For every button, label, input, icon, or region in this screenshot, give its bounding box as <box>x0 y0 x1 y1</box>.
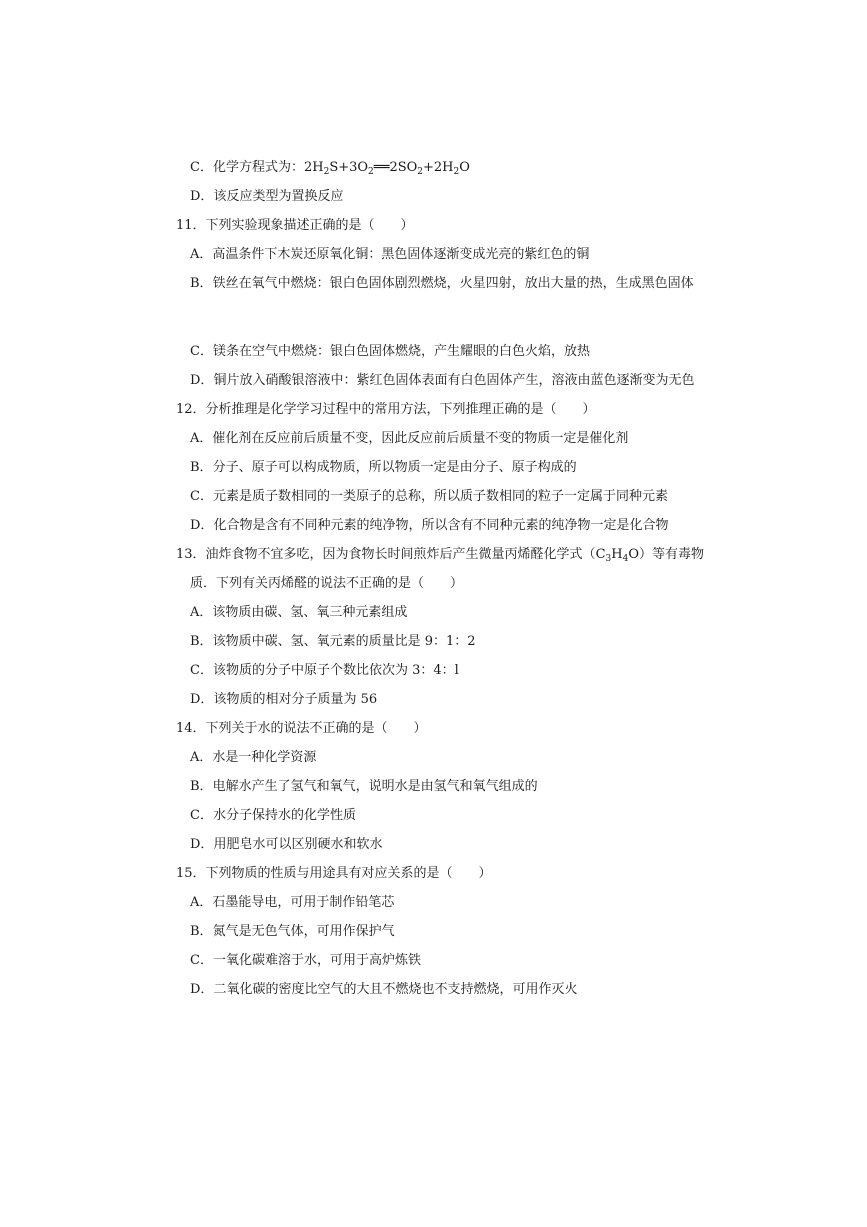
option-text: 元素是质子数相同的一类原子的总称，所以质子数相同的粒子一定属于同种元素 <box>212 489 668 504</box>
question-13 <box>176 547 704 563</box>
option-a-q12 <box>190 431 628 447</box>
option-d-q11 <box>190 373 694 389</box>
question-13-continued <box>190 576 463 592</box>
option-letter: D． <box>190 518 214 533</box>
option-text: 二氧化碳的密度比空气的大且不燃烧也不支持燃烧，可用作灭火 <box>213 982 578 997</box>
option-c-q14 <box>190 808 356 824</box>
option-text: 一氧化碳难溶于水，可用于高炉炼铁 <box>212 953 421 968</box>
question-text: 油炸食物不宜多吃，因为食物长时间煎炸后产生微量丙烯醛化学式（ <box>205 547 596 562</box>
option-letter: A． <box>190 605 213 620</box>
option-letter: A． <box>190 431 213 446</box>
option-letter: B． <box>190 924 213 939</box>
question-12 <box>176 402 596 418</box>
option-text: 镁条在空气中燃烧：银白色固体燃烧，产生耀眼的白色火焰，放热 <box>212 344 590 359</box>
question-text: 分析推理是化学学习过程中的常用方法，下列推理正确的是（ ） <box>205 402 596 417</box>
option-text: 化合物是含有不同种元素的纯净物，所以含有不同种元素的纯净物一定是化合物 <box>213 518 669 533</box>
option-text: 该物质的分子中原子个数比依次为 3：4：l <box>212 663 459 678</box>
question-text: 下列物质的性质与用途具有对应关系的是（ ） <box>205 866 492 881</box>
chemical-formula: $C_3H_4O$ <box>595 547 639 564</box>
option-letter: B． <box>190 276 213 291</box>
option-letter: B． <box>190 460 213 475</box>
option-b-q13 <box>190 634 476 650</box>
option-b-q12 <box>190 460 577 476</box>
question-text-tail: ）等有毒物 <box>639 547 705 562</box>
option-text: 氮气是无色气体，可用作保护气 <box>212 924 395 939</box>
option-text: 电解水产生了氢气和氧气，说明水是由氢气和氧气组成的 <box>212 779 538 794</box>
option-text: 该物质中碳、氢、氧元素的质量比是 9：1：2 <box>212 634 476 649</box>
option-c-q15 <box>190 953 421 969</box>
option-text: 石墨能导电，可用于制作铅笔芯 <box>212 895 395 910</box>
option-letter: C． <box>190 663 213 678</box>
question-11 <box>176 218 414 234</box>
option-d-q10 <box>190 189 343 205</box>
option-text: 化学方程式为： <box>212 160 304 175</box>
option-text: 该反应类型为置换反应 <box>213 189 344 204</box>
option-c-q10 <box>190 160 470 176</box>
option-letter: C． <box>190 344 213 359</box>
option-a-q15 <box>190 895 394 911</box>
option-letter: C． <box>190 160 213 175</box>
option-c-q13 <box>190 663 459 679</box>
option-text: 高温条件下木炭还原氧化铜：黑色固体逐渐变成光亮的紫红色的铜 <box>212 247 590 262</box>
option-c-q11 <box>190 344 590 360</box>
option-text: 水是一种化学资源 <box>212 750 317 765</box>
option-letter: C． <box>190 953 213 968</box>
option-text: 该物质的相对分子质量为 56 <box>213 692 378 707</box>
option-letter: B． <box>190 634 213 649</box>
question-number: 12． <box>176 402 206 417</box>
option-b-q11 <box>190 276 694 292</box>
option-d-q15 <box>190 982 577 998</box>
option-b-q14 <box>190 779 538 795</box>
option-text: 催化剂在反应前后质量不变，因此反应前后质量不变的物质一定是催化剂 <box>212 431 629 446</box>
option-d-q14 <box>190 837 382 853</box>
question-number: 14． <box>176 721 206 736</box>
question-text: 下列关于水的说法不正确的是（ ） <box>205 721 427 736</box>
option-letter: B． <box>190 779 213 794</box>
option-a-q13 <box>190 605 407 621</box>
option-text: 铜片放入硝酸银溶液中：紫红色固体表面有白色固体产生，溶液由蓝色逐渐变为无色 <box>213 373 695 388</box>
question-number: 11． <box>176 218 206 233</box>
option-a-q11 <box>190 247 589 263</box>
option-text: 分子、原子可以构成物质，所以物质一定是由分子、原子构成的 <box>212 460 577 475</box>
chemical-equation: $2H_2S+3O_2══2SO_2+2H_2O$ <box>303 160 470 177</box>
option-letter: D． <box>190 692 214 707</box>
option-text: 用肥皂水可以区别硬水和软水 <box>213 837 383 852</box>
option-letter: D． <box>190 373 214 388</box>
option-letter: C． <box>190 489 213 504</box>
option-letter: A． <box>190 895 213 910</box>
option-d-q12 <box>190 518 668 534</box>
option-letter: D． <box>190 982 214 997</box>
question-15 <box>176 866 492 882</box>
option-a-q14 <box>190 750 316 766</box>
question-number: 13． <box>176 547 206 562</box>
option-letter: D． <box>190 189 214 204</box>
option-letter: C． <box>190 808 213 823</box>
option-b-q15 <box>190 924 395 940</box>
question-text: 下列实验现象描述正确的是（ ） <box>205 218 414 233</box>
option-text: 铁丝在氧气中燃烧：银白色固体剧烈燃烧，火星四射，放出大量的热，生成黑色固体 <box>212 276 694 291</box>
option-letter: A． <box>190 750 213 765</box>
option-letter: A． <box>190 247 213 262</box>
option-letter: D． <box>190 837 214 852</box>
option-c-q12 <box>190 489 668 505</box>
question-14 <box>176 721 427 737</box>
option-text: 该物质由碳、氢、氧三种元素组成 <box>212 605 408 620</box>
option-text: 水分子保持水的化学性质 <box>212 808 356 823</box>
question-text: 质．下列有关丙烯醛的说法不正确的是（ ） <box>190 576 464 591</box>
question-number: 15． <box>176 866 206 881</box>
option-d-q13 <box>190 692 377 708</box>
